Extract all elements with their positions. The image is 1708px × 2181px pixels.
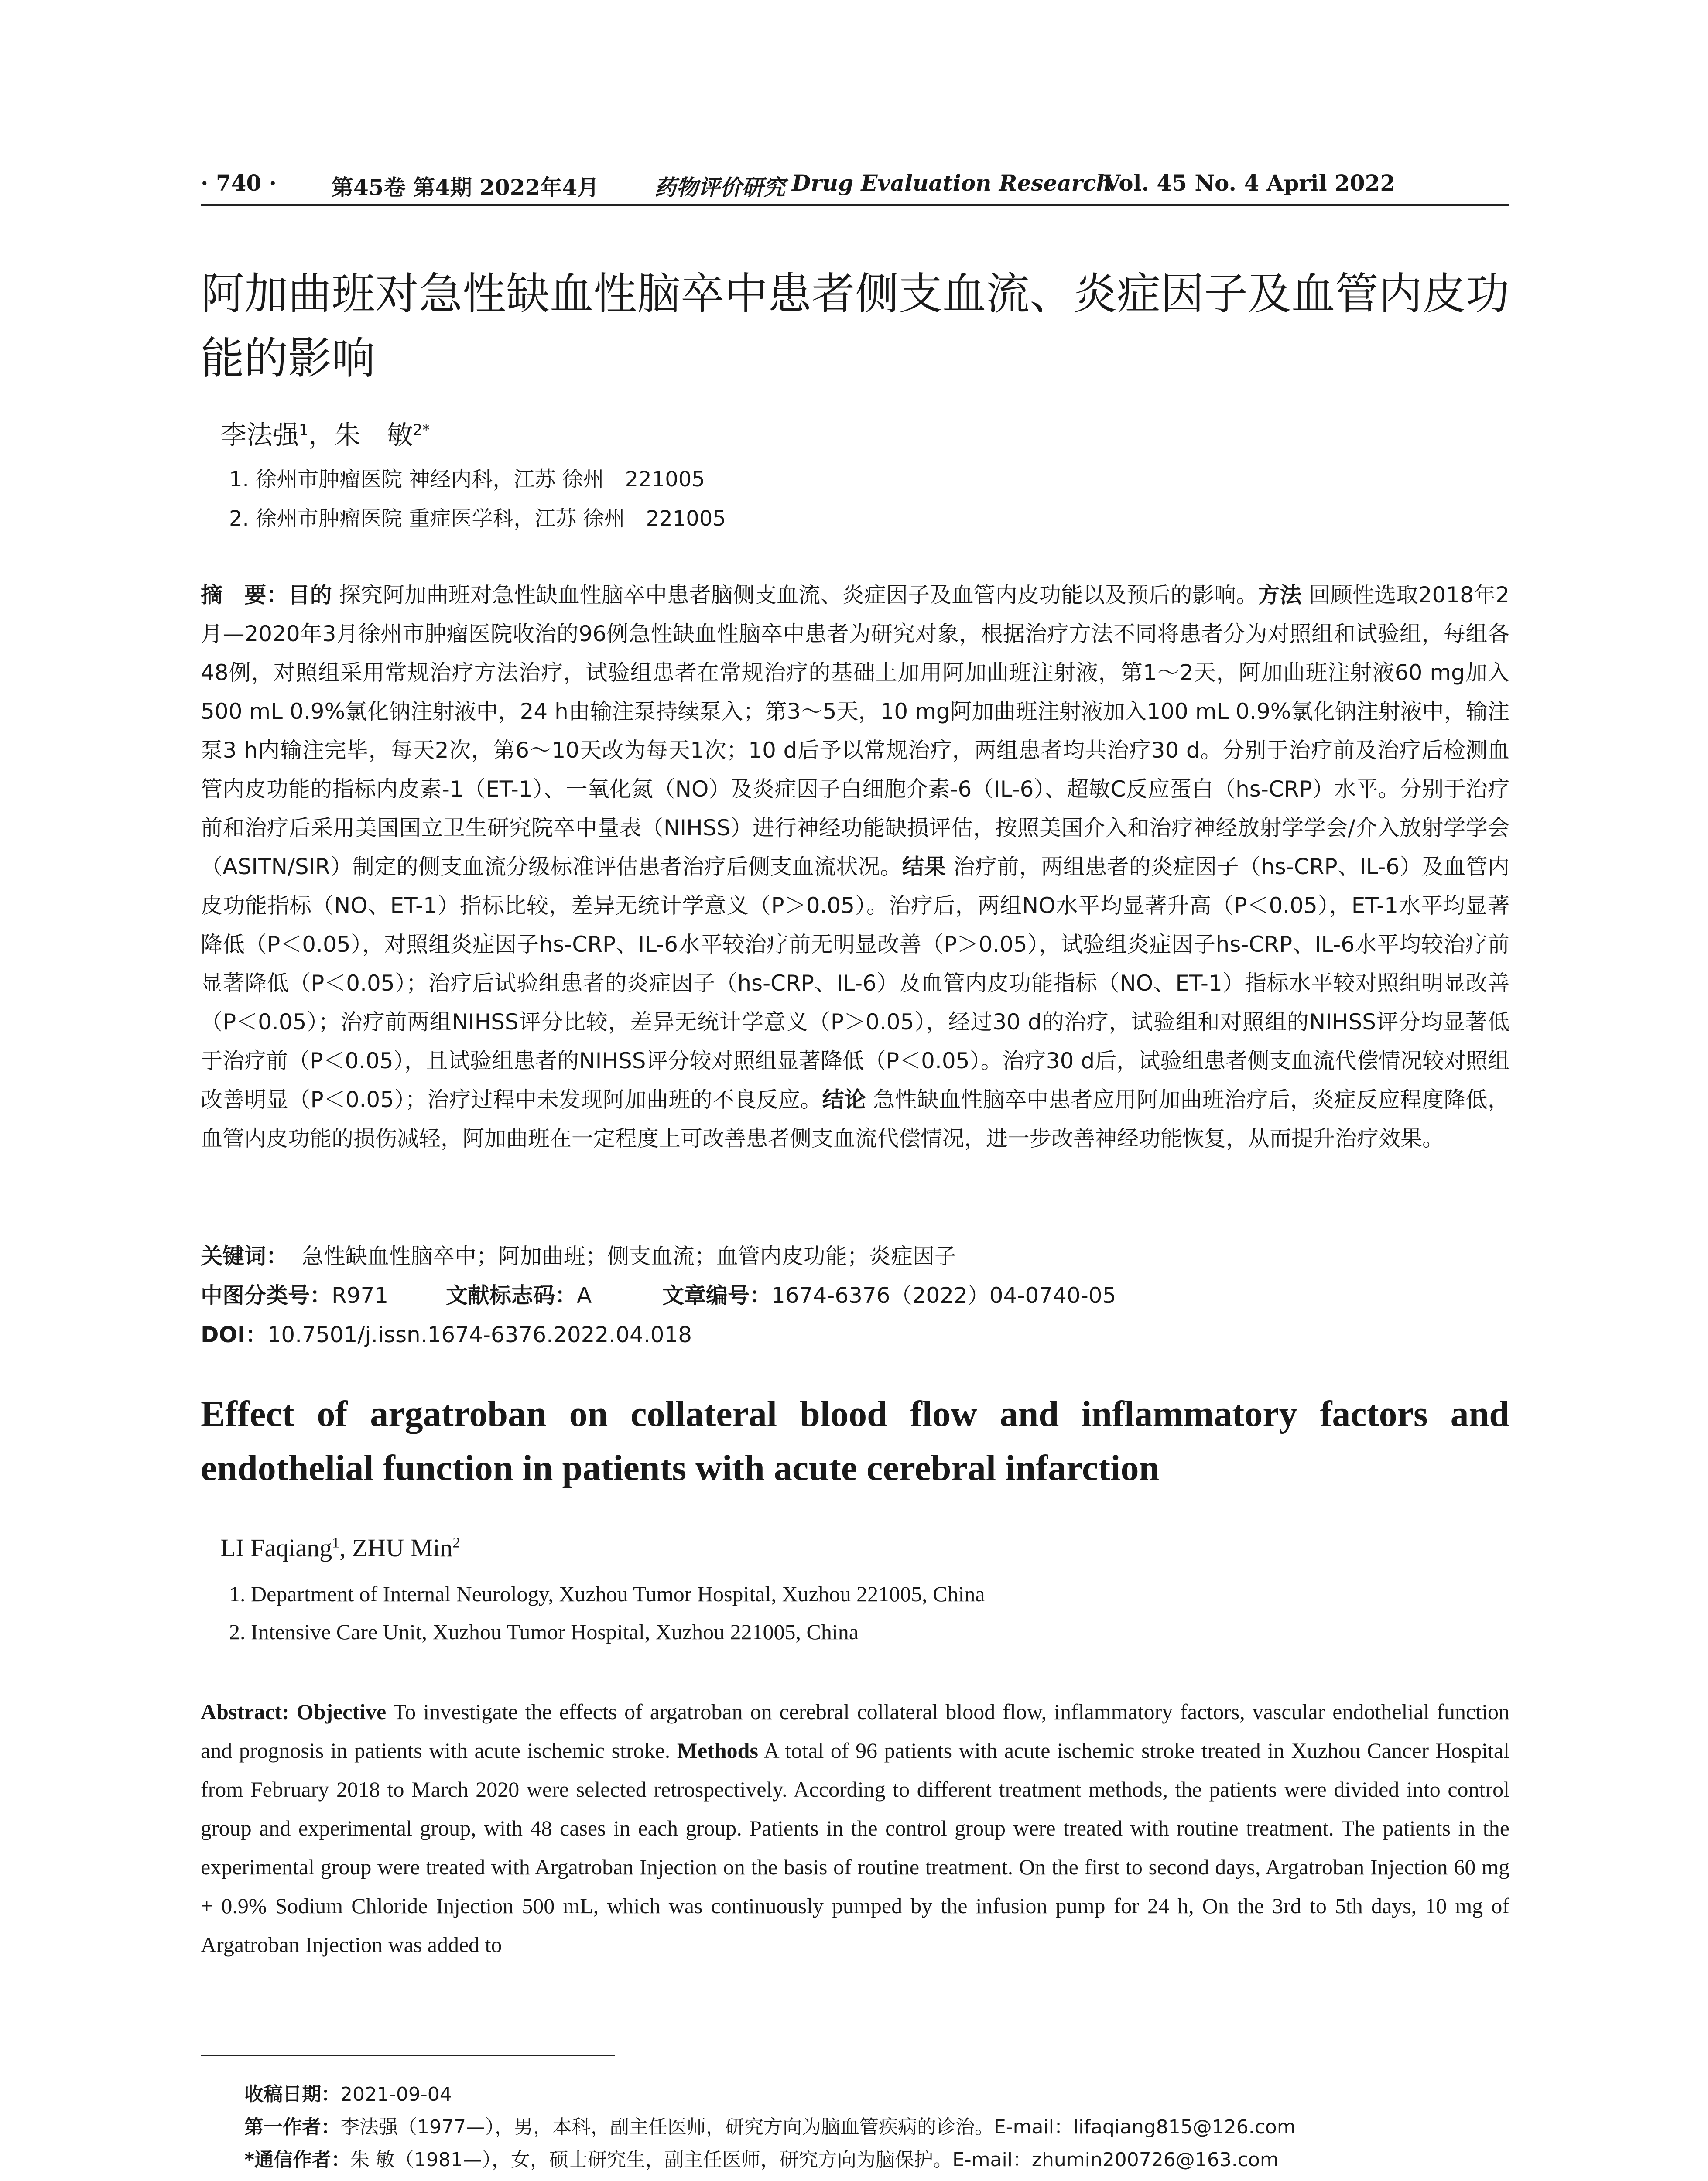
header-rule: [201, 204, 1509, 206]
volume-en: Vol. 45 No. 4 April 2022: [1104, 170, 1396, 196]
footnote-first-author: 第一作者：李法强（1977—），男，本科，副主任医师，研究方向为脑血管疾病的诊治。E-mail：lifaqiang815@126.com: [244, 2116, 1296, 2138]
author-1-en: LI Faqiang: [220, 1534, 332, 1562]
affiliation-en-2: 2. Intensive Care Unit, Xuzhou Tumor Hospital, Xuzhou 221005, China: [229, 1620, 859, 1644]
abstract-cn: 摘 要：目的 探究阿加曲班对急性缺血性脑卒中患者脑侧支血流、炎症因子及血管内皮功能以及预后的影响。方法 回顾性选取2018年2月—2020年3月徐州市肿瘤医院收治的96例急性缺血性脑卒中患者为研究对象，根据治疗方法不同将患者分为对照组和试验组，每组各48例，对照组采用常规治疗方法治疗，试验组患者在常规治疗的基础上加用阿加曲班注射液，第1～2天，阿加曲班注射液60 mg加入500 mL 0.9%氯化钠注射液中，24 h由输注泵持续泵入；第3～5天，10 mg阿加曲班注射液加入100 mL 0.9%氯化钠注射液中，输注泵3 h内输注完毕，每天2次，第6～10天改为每天1次；10 d后予以常规治疗，两组患者均共治疗30 d。分别于治疗前及治疗后检测血管内皮功能的指标内皮素-1（ET-1）、一氧化氮（NO）及炎症因子白细胞介素-6（IL-6）、超敏C反应蛋白（hs-CRP）水平。分别于治疗前和治疗后采用美国国立卫生研究院卒中量表（NIHSS）进行神经功能缺损评估，按照美国介入和治疗神经放射学学会/介入放射学学会（ASITN/SIR）制定的侧支血流分级标准评估患者治疗后侧支血流状况。结果 治疗前，两组患者的炎症因子（hs-CRP、IL-6）及血管内皮功能指标（NO、ET-1）指标比较，差异无统计学意义（P＞0.05）。治疗后，两组NO水平均显著升高（P＜0.05），ET-1水平均显著降低（P＜0.05），对照组炎症因子hs-CRP、IL-6水平较治疗前无明显改善（P＞0.05），试验组炎症因子hs-CRP、IL-6水平均较治疗前显著降低（P＜0.05）；治疗后试验组患者的炎症因子（hs-CRP、IL-6）及血管内皮功能指标（NO、ET-1）指标水平较对照组明显改善（P＜0.05）；治疗前两组NIHSS评分比较，差异无统计学意义（P＞0.05），经过30 d的治疗，试验组和对照组的NIHSS评分均显著低于治疗前（P＜0.05），且试验组患者的NIHSS评分较对照组显著降低（P＜0.05）。治疗30 d后，试验组患者侧支血流代偿情况较对照组改善明显（P＜0.05）；治疗过程中未发现阿加曲班的不良反应。结论 急性缺血性脑卒中患者应用阿加曲班治疗后，炎症反应程度降低，血管内皮功能的损伤减轻，阿加曲班在一定程度上可改善患者侧支血流代偿情况，进一步改善神经功能恢复，从而提升治疗效果。: [201, 582, 1510, 1151]
running-header: [201, 166, 1509, 205]
footnote-rule: [201, 2055, 615, 2056]
author-2-cn: 朱 敏: [334, 420, 413, 451]
doi: DOI：10.7501/j.issn.1674-6376.2022.04.018: [201, 1322, 692, 1347]
classification-line: 中图分类号：R971 文献标志码：A 文章编号：1674-6376（2022）04-0740-05: [201, 1283, 1116, 1308]
title-en: Effect of argatroban on collateral blood flow and inflammatory factors and endothelial function in patients with acute cerebral infarction: [201, 1394, 1509, 1488]
page-number: · 740 ·: [201, 170, 277, 196]
journal-name-en: Drug Evaluation Research: [792, 170, 1112, 196]
affiliation-en-1: 1. Department of Internal Neurology, Xuzhou Tumor Hospital, Xuzhou 221005, China: [229, 1582, 985, 1606]
authors-cn: 李法强$^1$，朱 敏$^{2*}$: [220, 420, 430, 451]
author-2-en: ZHU Min: [352, 1534, 453, 1562]
footnote-received: 收稿日期：2021-09-04: [244, 2083, 452, 2106]
journal-logo-cn: 药物评价研究: [654, 174, 785, 200]
affiliation-cn-2: 2. 徐州市肿瘤医院 重症医学科，江苏 徐州 221005: [229, 506, 726, 531]
author-1-cn: 李法强: [220, 420, 299, 451]
volume-cn: 第45卷 第4期 2022年4月: [332, 174, 599, 200]
authors-en: LI Faqiang$^1$, ZHU Min$^2$: [220, 1534, 460, 1562]
title-cn: 阿加曲班对急性缺血性脑卒中患者侧支血流、炎症因子及血管内皮功能的影响: [201, 268, 1509, 384]
abstract-en: Abstract: Objective To investigate the effects of argatroban on cerebral collateral blood flow, inflammatory factors, vascular endothelial function and prognosis in patients with acute ischemic stroke. Methods A total of 96 patients with acute ischemic stroke treated in Xuzhou Cancer Hospital from February 2018 to March 2020 were selected retrospectively. According to different treatment methods, the patients were divided into control group and experimental group, with 48 cases in each group. Patients in the control group were treated with routine treatment. The patients in the experimental group were treated with Argatroban Injection on the basis of routine treatment. On the first to second days, Argatroban Injection 60 mg + 0.9% Sodium Chloride Injection 500 mL, which was continuously pumped by the infusion pump for 24 h, On the 3rd to 5th days, 10 mg of Argatroban Injection was added to: [201, 1699, 1509, 1957]
footnote-corresponding-author: *通信作者：朱 敏（1981—），女，硕士研究生，副主任医师，研究方向为脑保护。E-mail：zhumin200726@163.com: [244, 2149, 1279, 2171]
affiliation-cn-1: 1. 徐州市肿瘤医院 神经内科，江苏 徐州 221005: [229, 467, 705, 492]
keywords: 关键词： 急性缺血性脑卒中；阿加曲班；侧支血流；血管内皮功能；炎症因子: [201, 1244, 956, 1269]
